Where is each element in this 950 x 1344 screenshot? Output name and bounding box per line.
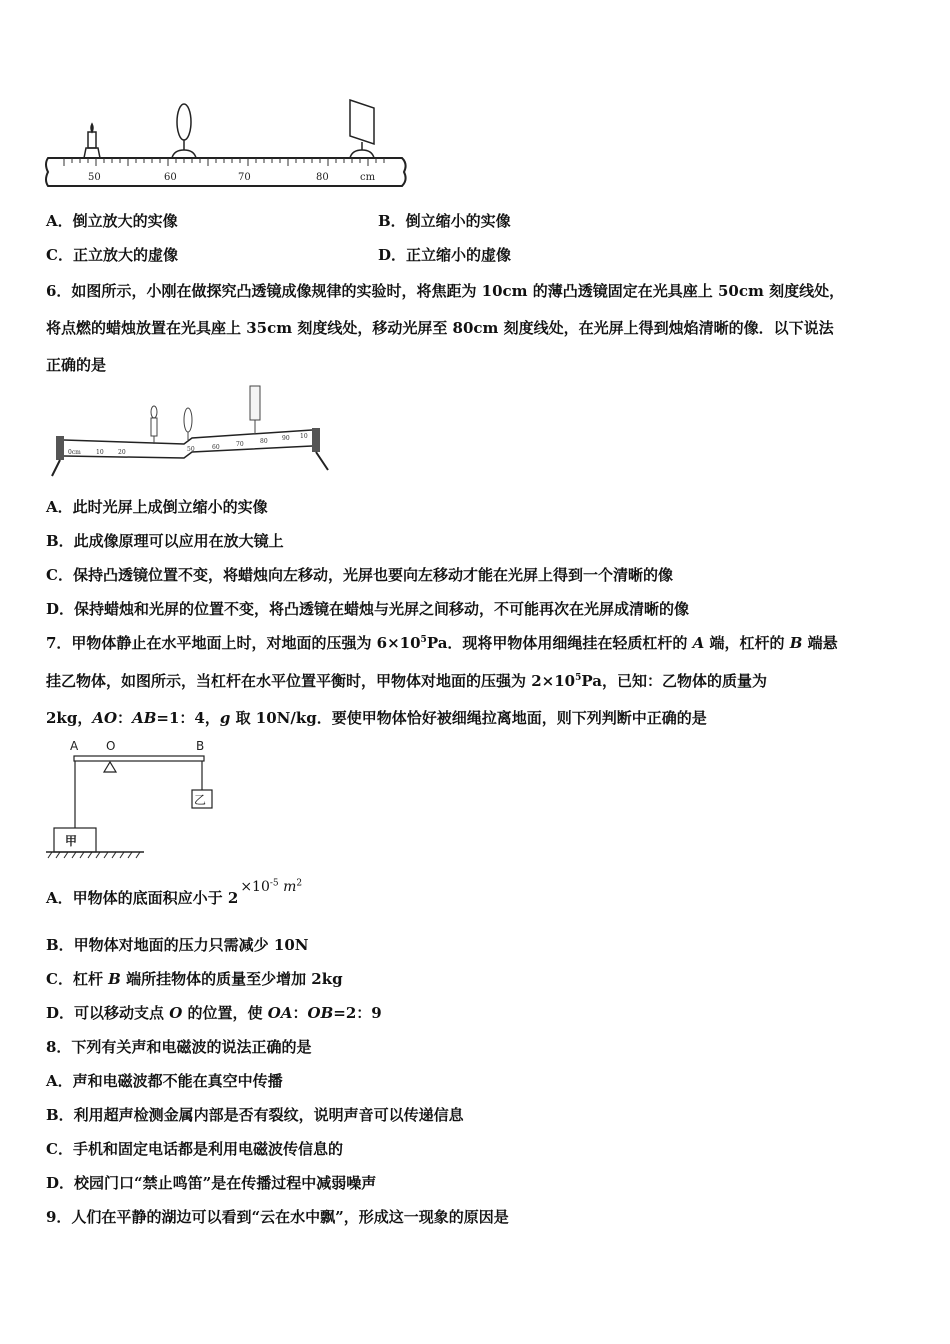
label-b: B xyxy=(196,739,205,753)
tick-label: 50 xyxy=(187,446,195,453)
q8-option-b: B．利用超声检测金属内部是否有裂纹，说明声音可以传递信息 xyxy=(46,1106,464,1124)
q8-option-c: C．手机和固定电话都是利用电磁波传信息的 xyxy=(46,1140,343,1158)
q6-stem-line1: 6．如图所示，小刚在做探究凸透镜成像规律的实验时，将焦距为 10cm 的薄凸透镜固定在光具座上 50cm 刻度线处， xyxy=(46,282,845,300)
tick-label: 80 xyxy=(260,438,268,445)
tick-label: 70 xyxy=(238,172,251,183)
candle-icon xyxy=(84,124,100,158)
label-yi: 乙 xyxy=(194,793,207,807)
screen-icon xyxy=(250,386,260,434)
q5-option-c: C．正立放大的虚像 xyxy=(46,246,178,264)
optical-bench-figure-q5 xyxy=(44,98,414,190)
tick-label: 10 xyxy=(300,433,308,440)
lever-figure-q7 xyxy=(44,736,224,860)
q7-stem-line3: 2kg，AO：AB=1：4，g 取 10N/kg．要使甲物体恰好被细绳拉离地面，则下列判断中正确的是 xyxy=(46,709,707,727)
q6-option-a: A．此时光屏上成倒立缩小的实像 xyxy=(46,498,268,516)
tick-label: 60 xyxy=(164,172,177,183)
optical-bench-figure-q6 xyxy=(44,382,338,480)
q7-option-a: A．甲物体的底面积应小于 $2\times 10^{-5}$ $m^2$ xyxy=(46,878,303,907)
label-a: A xyxy=(70,739,79,753)
q7-option-c: C．杠杆 B 端所挂物体的质量至少增加 2kg xyxy=(46,970,343,988)
tick-label: 80 xyxy=(316,172,329,183)
bench-ticks xyxy=(64,158,384,166)
q5-option-b: B．倒立缩小的实像 xyxy=(378,212,511,230)
tick-label: 0cm xyxy=(68,449,81,456)
tick-label: cm xyxy=(360,172,376,183)
tick-label: 10 xyxy=(96,449,104,456)
tick-label: 20 xyxy=(118,449,126,456)
q8-stem: 8．下列有关声和电磁波的说法正确的是 xyxy=(46,1038,312,1056)
tick-label: 50 xyxy=(88,172,101,183)
screen-icon xyxy=(350,100,374,158)
q9-stem: 9．人们在平静的湖边可以看到“云在水中飘”，形成这一现象的原因是 xyxy=(46,1208,509,1226)
lens-icon xyxy=(172,104,196,158)
q7-option-b: B．甲物体对地面的压力只需减少 10N xyxy=(46,936,309,954)
tick-label: 90 xyxy=(282,435,290,442)
q6-stem-line2: 将点燃的蜡烛放置在光具座上 35cm 刻度线处，移动光屏至 80cm 刻度线处，在光屏上得到烛焰清晰的像．以下说法 xyxy=(46,319,834,337)
tick-label: 70 xyxy=(236,441,244,448)
q6-option-d: D．保持蜡烛和光屏的位置不变，将凸透镜在蜡烛与光屏之间移动，不可能再次在光屏成清晰的像 xyxy=(46,600,690,618)
q6-option-c: C．保持凸透镜位置不变，将蜡烛向左移动，光屏也要向左移动才能在光屏上得到一个清晰的像 xyxy=(46,566,673,584)
q7-stem-line1: 7．甲物体静止在水平地面上时，对地面的压强为 $6\times 10^5Pa$．现将甲物体用细绳挂在轻质杠杆的 A 端，杠杆的 B 端悬 xyxy=(46,634,838,652)
label-o: O xyxy=(106,739,116,753)
lens-icon xyxy=(184,408,192,440)
q8-option-a: A．声和电磁波都不能在真空中传播 xyxy=(46,1072,283,1090)
q7-option-d: D．可以移动支点 O 的位置，使 OA：OB=2：9 xyxy=(46,1004,382,1022)
q5-option-a: A．倒立放大的实像 xyxy=(46,212,178,230)
q8-option-d: D．校园门口“禁止鸣笛”是在传播过程中减弱噪声 xyxy=(46,1174,377,1192)
q7-stem-line2: 挂乙物体，如图所示，当杠杆在水平位置平衡时，甲物体对地面的压强为 $2\times 10^5Pa$，已知：乙物体的质量为 xyxy=(46,672,767,690)
q6-stem-line3: 正确的是 xyxy=(46,356,107,374)
q5-option-d: D．正立缩小的虚像 xyxy=(378,246,512,264)
q6-option-b: B．此成像原理可以应用在放大镜上 xyxy=(46,532,284,550)
candle-icon xyxy=(151,406,157,444)
tick-label: 60 xyxy=(212,444,220,451)
label-jia: 甲 xyxy=(65,834,78,848)
